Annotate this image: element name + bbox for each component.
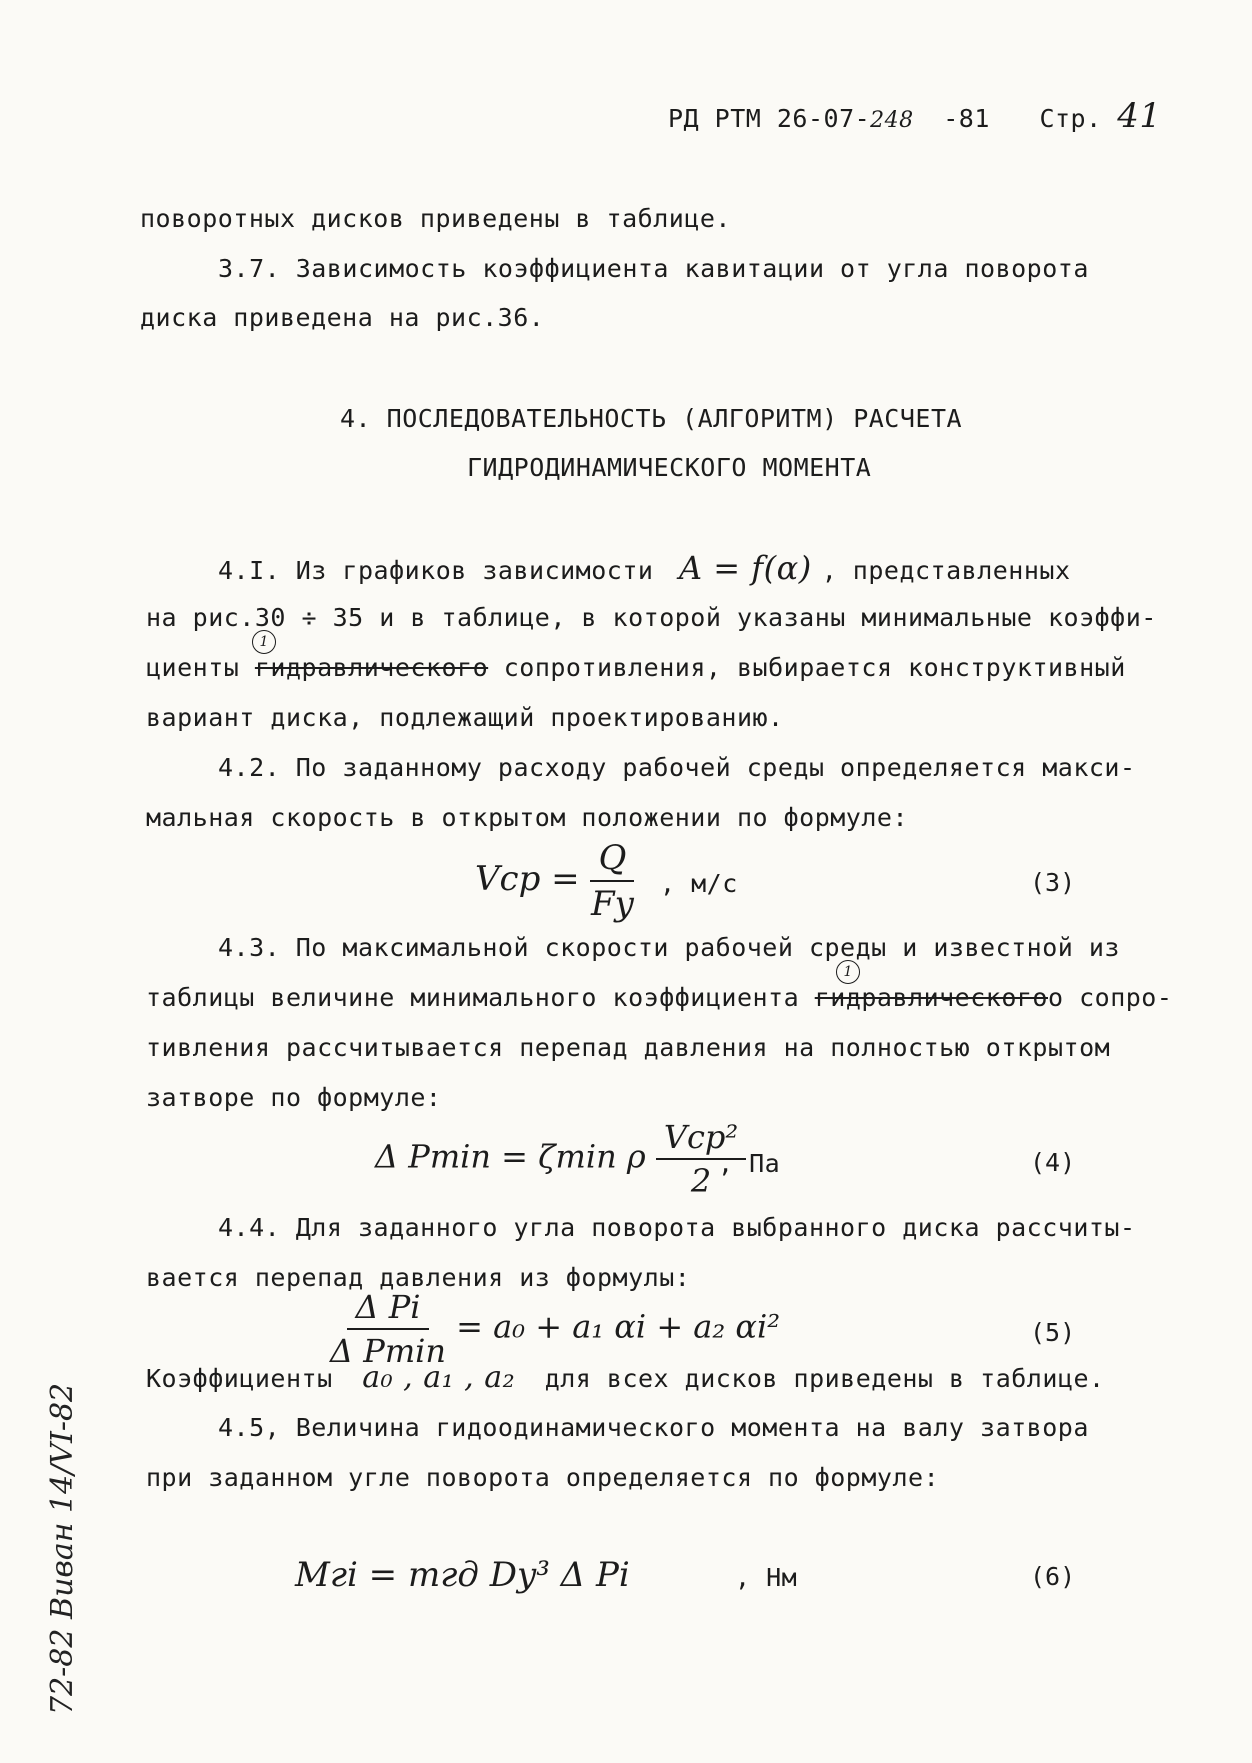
eq3-unit: , м/с xyxy=(660,869,738,898)
text: , представленных xyxy=(821,556,1071,585)
correction-mark-1: 1 xyxy=(252,630,276,654)
coefficients: a₀ , a₁ , a₂ xyxy=(362,1360,516,1395)
eq5-number: (5) xyxy=(1030,1318,1076,1347)
text: о сопро- xyxy=(1048,983,1173,1012)
text: циенты xyxy=(146,653,240,682)
eq5-denominator: Δ Pmin xyxy=(330,1332,446,1370)
text: таблицы величине минимального коэффициента xyxy=(146,983,800,1012)
paragraph-4-3-line2 xyxy=(146,982,1172,1014)
eq4-denominator: 2 xyxy=(690,1162,712,1200)
equation-6: Mгi = mгд Dy³ Δ Pi xyxy=(295,1555,630,1595)
paragraph-intro: поворотных дисков приведены в таблице. xyxy=(140,204,731,233)
doc-number-handwritten: 248 xyxy=(870,108,914,133)
eq4-numerator: Vср² xyxy=(656,1118,746,1160)
paragraph-4-3-line1: 4.3. По максимальной скорости рабочей среды и известной из xyxy=(218,933,1120,962)
struck-word: гидравлического xyxy=(254,653,489,682)
formula-a-f-alpha: A = f(α) xyxy=(679,549,812,587)
paragraph-4-1-line3 xyxy=(146,652,1126,684)
eq6-number: (6) xyxy=(1030,1562,1076,1591)
equation-5 xyxy=(330,1288,780,1370)
page-header xyxy=(668,96,1162,137)
page-number-handwritten: 41 xyxy=(1117,96,1162,136)
text: Коэффициенты xyxy=(146,1364,333,1393)
margin-handwritten-note: 72-82 Виван 14/VI-82 xyxy=(45,1382,80,1715)
doc-code: РД РТМ 26-07- xyxy=(668,104,871,133)
eq3-number: (3) xyxy=(1030,868,1076,897)
eq3-denominator: Fy xyxy=(591,884,634,924)
eq4-number: (4) xyxy=(1030,1148,1076,1177)
paragraph-4-4-line1: 4.4. Для заданного угла поворота выбранного диска рассчиты- xyxy=(218,1213,1136,1242)
eq4-unit: , Па xyxy=(718,1149,781,1178)
paragraph-3-7-line1: 3.7. Зависимость коэффициента кавитации от угла поворота xyxy=(218,254,1089,283)
eq5-rhs: = a₀ + a₁ αi + a₂ αi² xyxy=(456,1307,781,1346)
paragraph-4-2-line2: мальная скорость в открытом положении по формуле: xyxy=(146,803,909,832)
correction-mark-2: 1 xyxy=(836,960,860,984)
eq3-fraction xyxy=(590,838,634,924)
section-title-line2: ГИДРОДИНАМИЧЕСКОГО МОМЕНТА xyxy=(467,453,872,482)
eq6-unit: , Нм xyxy=(735,1563,798,1592)
text: для всех дисков приведены в таблице. xyxy=(544,1364,1105,1393)
section-title-line1: 4. ПОСЛЕДОВАТЕЛЬНОСТЬ (АЛГОРИТМ) РАСЧЕТА xyxy=(340,404,963,433)
eq5-numerator: Δ Pi xyxy=(347,1288,428,1330)
paragraph-4-3-line4: затворе по формуле: xyxy=(146,1083,442,1112)
page-label: Стр. xyxy=(1039,104,1102,133)
equation-3 xyxy=(475,838,634,924)
paragraph-4-5-line1: 4.5, Величина гидоодинамического момента на валу затвора xyxy=(218,1413,1089,1442)
text: сопротивления, выбирается конструктивный xyxy=(503,653,1126,682)
eq5-fraction xyxy=(330,1288,446,1370)
paragraph-4-2-line1: 4.2. По заданному расходу рабочей среды определяется макси- xyxy=(218,753,1136,782)
paragraph-3-7-line2: диска приведена на рис.36. xyxy=(140,303,545,332)
eq4-lhs: Δ Pmin = ζmin ρ xyxy=(375,1137,646,1176)
paragraph-4-5-line2: при заданном угле поворота определяется по формуле: xyxy=(146,1463,940,1492)
paragraph-4-1-line1 xyxy=(218,549,1071,587)
paragraph-4-3-line3: тивления рассчитывается перепад давления на полностью открытом xyxy=(146,1033,1111,1062)
struck-word: гидравлического xyxy=(814,983,1048,1012)
paragraph-4-4-line2: вается перепад давления из формулы: xyxy=(146,1263,691,1292)
paragraph-4-1-line2: на рис.30 ÷ 35 и в таблице, в которой указаны минимальные коэффи- xyxy=(146,603,1157,632)
paragraph-4-4-line3 xyxy=(146,1362,1105,1395)
eq3-numerator: Q xyxy=(590,838,634,882)
paragraph-4-1-line4: вариант диска, подлежащий проектированию. xyxy=(146,703,784,732)
text: 4.I. Из графиков зависимости xyxy=(218,556,654,585)
doc-year: -81 xyxy=(943,104,990,133)
eq3-lhs: Vср = xyxy=(475,859,580,899)
equation-4 xyxy=(375,1118,746,1200)
